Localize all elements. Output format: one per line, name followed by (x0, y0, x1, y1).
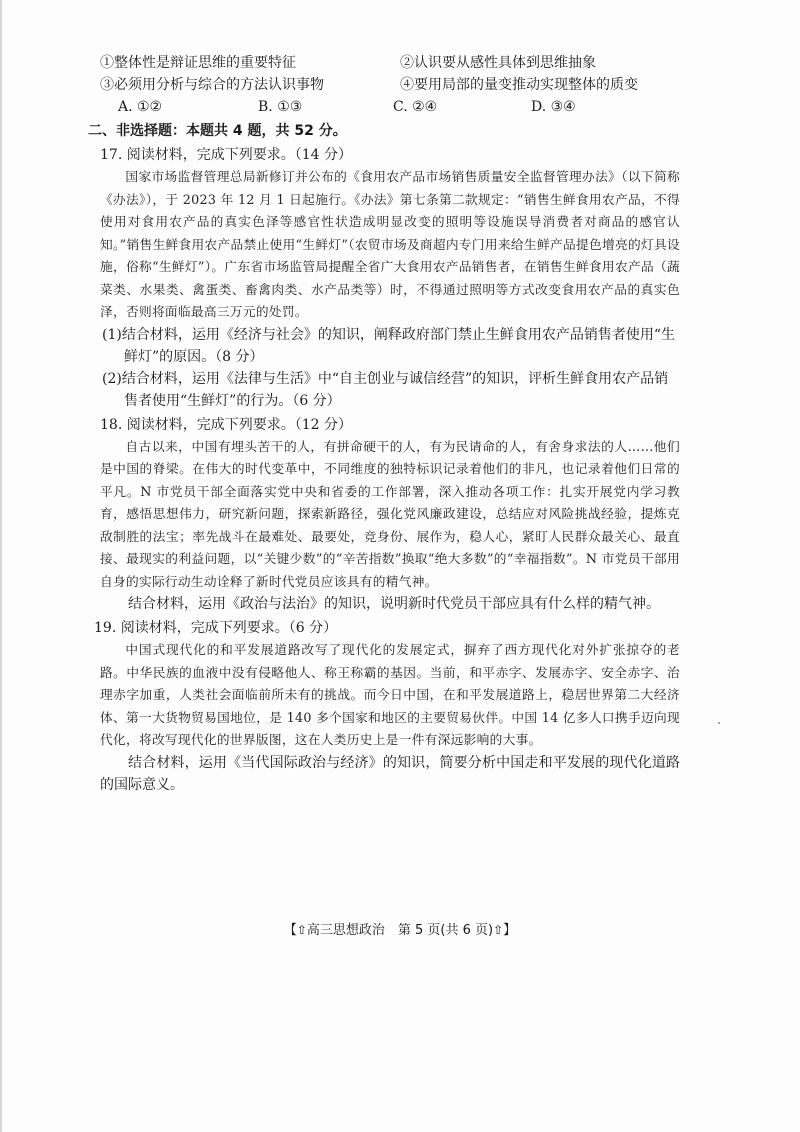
option-2: ②认识要从感性具体到思维抽象 (400, 55, 596, 71)
page-content (88, 52, 680, 796)
question-17-sub-1-line-1: (1)结合材料，运用《经济与社会》的知识，阐释政府部门禁止生鲜食用农产品销售者使用“生 (102, 326, 675, 343)
footer-left-bracket: 【 (283, 923, 297, 938)
up-arrow-icon-right: ⇧ (493, 923, 504, 937)
question-17-material: 国家市场监督管理总局新修订并公布的《食用农产品市场销售质量安全监督管理办法》（以下简称《办法》），于 2023 年 12 月 1 日起施行。《办法》第七条第二款规定：“销售生鲜食用农产品，不得使用对食用农产品的真实色泽等感官性状造成明显改变的照明等设施误导消费者对商品的感官认知。”销售生鲜食用农产品禁止使用“生鲜灯”（农贸市场及商超内专门用来给生鲜产品提色增亮的灯具设施，俗称“生鲜灯”）。广东省市场监管局提醒全省广大食用农产品销售者，在销售生鲜食用农产品（蔬菜类、水果类、禽蛋类、畜禽肉类、水产品类等）时，不得通过照明等方式改变食用农产品的真实色泽，否则将面临最高三万元的处罚。 (100, 169, 680, 319)
question-19-material: 中国式现代化的和平发展道路改写了现代化的发展定式，摒弃了西方现代化对外扩张掠夺的老路。中华民族的血液中没有侵略他人、称王称霸的基因。当前，和平赤字、发展赤字、安全赤字、治理赤字加重，人类社会面临前所未有的挑战。而今日中国，在和平发展道路上，稳居世界第二大经济体、第一大货物贸易国地位，是 140 多个国家和地区的主要贸易伙伴。中国 14 亿多人口携手迈向现代化，将改写现代化的世界版图，这在人类历史上是一件有深远影响的大事。 (100, 642, 680, 747)
choice-c: C. ②④ (393, 99, 438, 115)
question-18-material: 自古以来，中国有埋头苦干的人，有拼命硬干的人，有为民请命的人，有舍身求法的人……他们是中国的脊梁。在伟大的时代变革中，不同维度的独特标识记录着他们的非凡，也记录着他们日常的平凡。N 市党员干部全面落实党中央和省委的工作部署，深入推动各项工作：扎实开展党内学习教育，感悟思想伟力，研究新问题，探索新路径，强化党风廉政建设，总结应对风险挑战经验，提炼克敌制胜的法宝；率先战斗在最难处、最要处，竞身份、展作为，稳人心，紧盯人民群众最关心、最直接、最现实的利益问题，以“关键少数”的“辛苦指数”换取“绝大多数”的“幸福指数”。N 市党员干部用自身的实际行动生动诠释了新时代党员应该具有的精气神。 (100, 438, 680, 589)
question-19-task: 结合材料，运用《当代国际政治与经济》的知识，简要分析中国走和平发展的现代化道路的国际意义。 (100, 754, 680, 793)
choice-b: B. ①③ (258, 99, 303, 115)
option-4: ④要用局部的量变推动实现整体的质变 (400, 77, 638, 93)
question-17-sub-1 (100, 324, 680, 368)
choice-d: D. ③④ (531, 99, 576, 115)
footer-label: 高三思想政治 第 5 页(共 6 页) (306, 923, 494, 938)
scan-speck (718, 722, 720, 724)
options-row-1 (100, 52, 680, 74)
up-arrow-icon: ⇧ (296, 923, 307, 937)
section-title: 二、非选择题：本题共 4 题，共 52 分。 (88, 123, 347, 139)
question-17-sub-2 (100, 368, 680, 412)
question-17-sub-2-line-2: 售者使用“生鲜灯”的行为。（6 分） (124, 392, 341, 409)
options-row-2 (100, 74, 680, 96)
page-footer (0, 919, 800, 938)
option-3: ③必须用分析与综合的方法认识事物 (100, 77, 324, 93)
question-17-sub-2-line-1: (2)结合材料，运用《法律与生活》中“自主创业与诚信经营”的知识，评析生鲜食用农产品销 (102, 370, 669, 387)
question-18-head: 18. 阅读材料，完成下列要求。（12 分） (100, 416, 352, 433)
question-17-sub-1-line-2: 鲜灯”的原因。（8 分） (124, 348, 264, 365)
footer-right-bracket: 】 (503, 923, 517, 938)
question-17-head: 17. 阅读材料，完成下列要求。（14 分） (100, 147, 352, 163)
question-18-task: 结合材料，运用《政治与法治》的知识，说明新时代党员干部应具有什么样的精气神。 (128, 596, 660, 612)
option-1: ①整体性是辩证思维的重要特征 (100, 55, 296, 71)
question-19-head: 19. 阅读材料，完成下列要求。（6 分） (94, 620, 338, 636)
choice-a: A. ①② (118, 99, 163, 115)
answer-choices (100, 96, 680, 118)
